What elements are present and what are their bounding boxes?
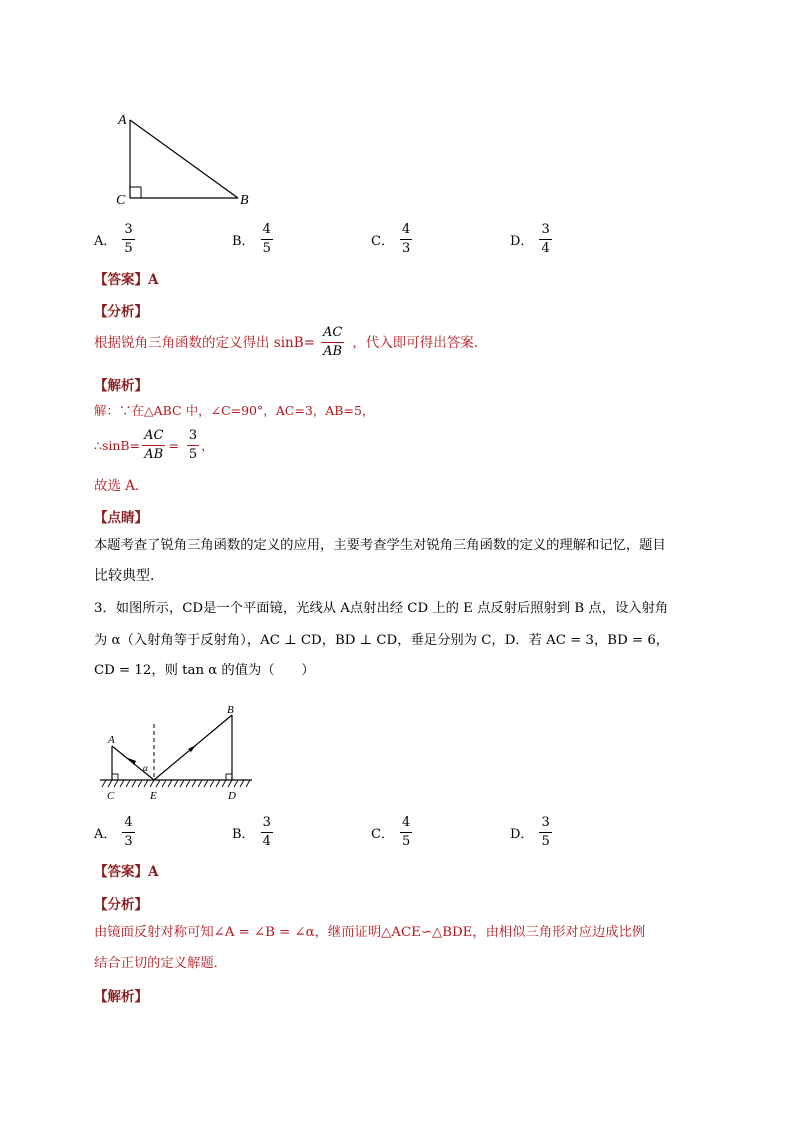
alpha-label: α — [143, 763, 148, 773]
option-numerator: 4 — [400, 815, 412, 833]
side-ab — [130, 120, 238, 198]
triangle-figure — [110, 108, 260, 210]
mirror-figure — [96, 700, 256, 804]
option-key: B． — [232, 234, 255, 249]
option-numerator: 3 — [122, 222, 134, 240]
q3-stem-line1: 3．如图所示，CD是一个平面镜，光线从 A点射出经 CD 上的 E 点反射后照射到 B 点，设入射角 — [94, 601, 669, 616]
q3-analysis-label: 【分析】 — [94, 897, 148, 913]
option-key: A． — [94, 827, 117, 842]
q3-option-b[interactable] — [232, 815, 273, 850]
right-angle-d — [226, 774, 232, 780]
q2-solution-line2 — [94, 428, 214, 463]
q3-option-d[interactable] — [510, 815, 552, 850]
analysis-frac-num: AC — [321, 325, 344, 343]
option-denominator: 3 — [124, 834, 133, 849]
q3-answer-label: 【答案】A — [94, 864, 159, 880]
q2-analysis-text — [94, 325, 487, 360]
option-denominator: 4 — [262, 834, 271, 849]
sol-frac1-den: AB — [144, 447, 164, 462]
sol-line2-pre: ∴sinB= — [94, 437, 141, 453]
q3-solution-label: 【解析】 — [94, 989, 148, 1005]
right-angle-c — [112, 774, 118, 780]
point-d-label: D — [228, 790, 236, 802]
q2-solution-line3: 故选 A． — [94, 478, 149, 494]
q2-answer-label: 【答案】A — [94, 272, 159, 288]
q2-comment-line1: 本题考查了锐角三角函数的定义的应用，主要考查学生对锐角三角函数的定义的理解和记忆，题目 — [94, 538, 666, 553]
option-key: D． — [510, 234, 534, 249]
point-c-label: C — [107, 790, 115, 802]
sol-line2-eq: = — [168, 437, 179, 453]
q2-solution-label: 【解析】 — [94, 378, 148, 394]
point-b-label: B — [227, 704, 234, 716]
option-denominator: 5 — [401, 834, 411, 849]
option-key: A． — [94, 234, 117, 249]
q2-option-d[interactable] — [510, 222, 552, 257]
analysis-frac-den: AB — [323, 344, 343, 359]
option-denominator: 5 — [124, 241, 133, 256]
vertex-a-label: A — [118, 113, 127, 128]
q3-option-a[interactable] — [94, 815, 135, 850]
q3-analysis-line2: 结合正切的定义解题． — [94, 956, 227, 971]
option-key: C． — [371, 234, 394, 249]
q2-comment-label: 【点睛】 — [94, 510, 148, 526]
q2-option-a[interactable] — [94, 222, 135, 257]
sol-frac1-num: AC — [142, 428, 165, 446]
option-numerator: 4 — [261, 222, 273, 240]
option-numerator: 3 — [261, 815, 273, 833]
q3-stem-line2: 为 α（入射角等于反射角），AC ⊥ CD，BD ⊥ CD，垂足分别为 C，D．若 AC = 3，BD = 6， — [94, 633, 670, 648]
vertex-b-label: B — [240, 193, 249, 208]
q3-stem-line3: CD = 12，则 tan α 的值为（ ） — [94, 663, 315, 678]
option-key: D． — [510, 827, 534, 842]
option-numerator: 4 — [122, 815, 134, 833]
point-e-label: E — [150, 790, 157, 802]
sol-line2-post: ， — [201, 437, 214, 453]
vertex-c-label: C — [116, 193, 126, 208]
option-denominator: 5 — [262, 241, 271, 256]
option-denominator: 3 — [401, 241, 411, 256]
option-denominator: 4 — [541, 241, 550, 256]
sol-frac2-num: 3 — [187, 428, 199, 446]
point-a-label: A — [108, 734, 115, 746]
analysis-post: ，代入即可得出答案． — [352, 334, 488, 351]
option-key: C． — [371, 827, 394, 842]
q2-analysis-label: 【分析】 — [94, 304, 148, 320]
option-numerator: 3 — [539, 222, 551, 240]
sol-frac2-den: 5 — [188, 447, 198, 462]
q3-option-c[interactable] — [371, 815, 412, 850]
option-numerator: 4 — [400, 222, 412, 240]
option-numerator: 3 — [539, 815, 551, 833]
analysis-pre: 根据锐角三角函数的定义得出 sinB= — [94, 334, 315, 351]
q2-comment-line2: 比较典型． — [94, 568, 164, 584]
q3-analysis-line1: 由镜面反射对称可知∠A = ∠B = ∠α，继而证明△ACE∽△BDE，由相似三角形对应边成比例 — [94, 925, 646, 940]
q2-option-c[interactable] — [371, 222, 412, 257]
mirror-hatching — [102, 780, 250, 787]
option-denominator: 5 — [541, 834, 550, 849]
option-key: B． — [232, 827, 255, 842]
q2-solution-line1: 解：∵在△ABC 中，∠C=90°，AC=3，AB=5， — [94, 403, 375, 418]
right-angle-mark — [130, 187, 141, 198]
q2-option-b[interactable] — [232, 222, 273, 257]
